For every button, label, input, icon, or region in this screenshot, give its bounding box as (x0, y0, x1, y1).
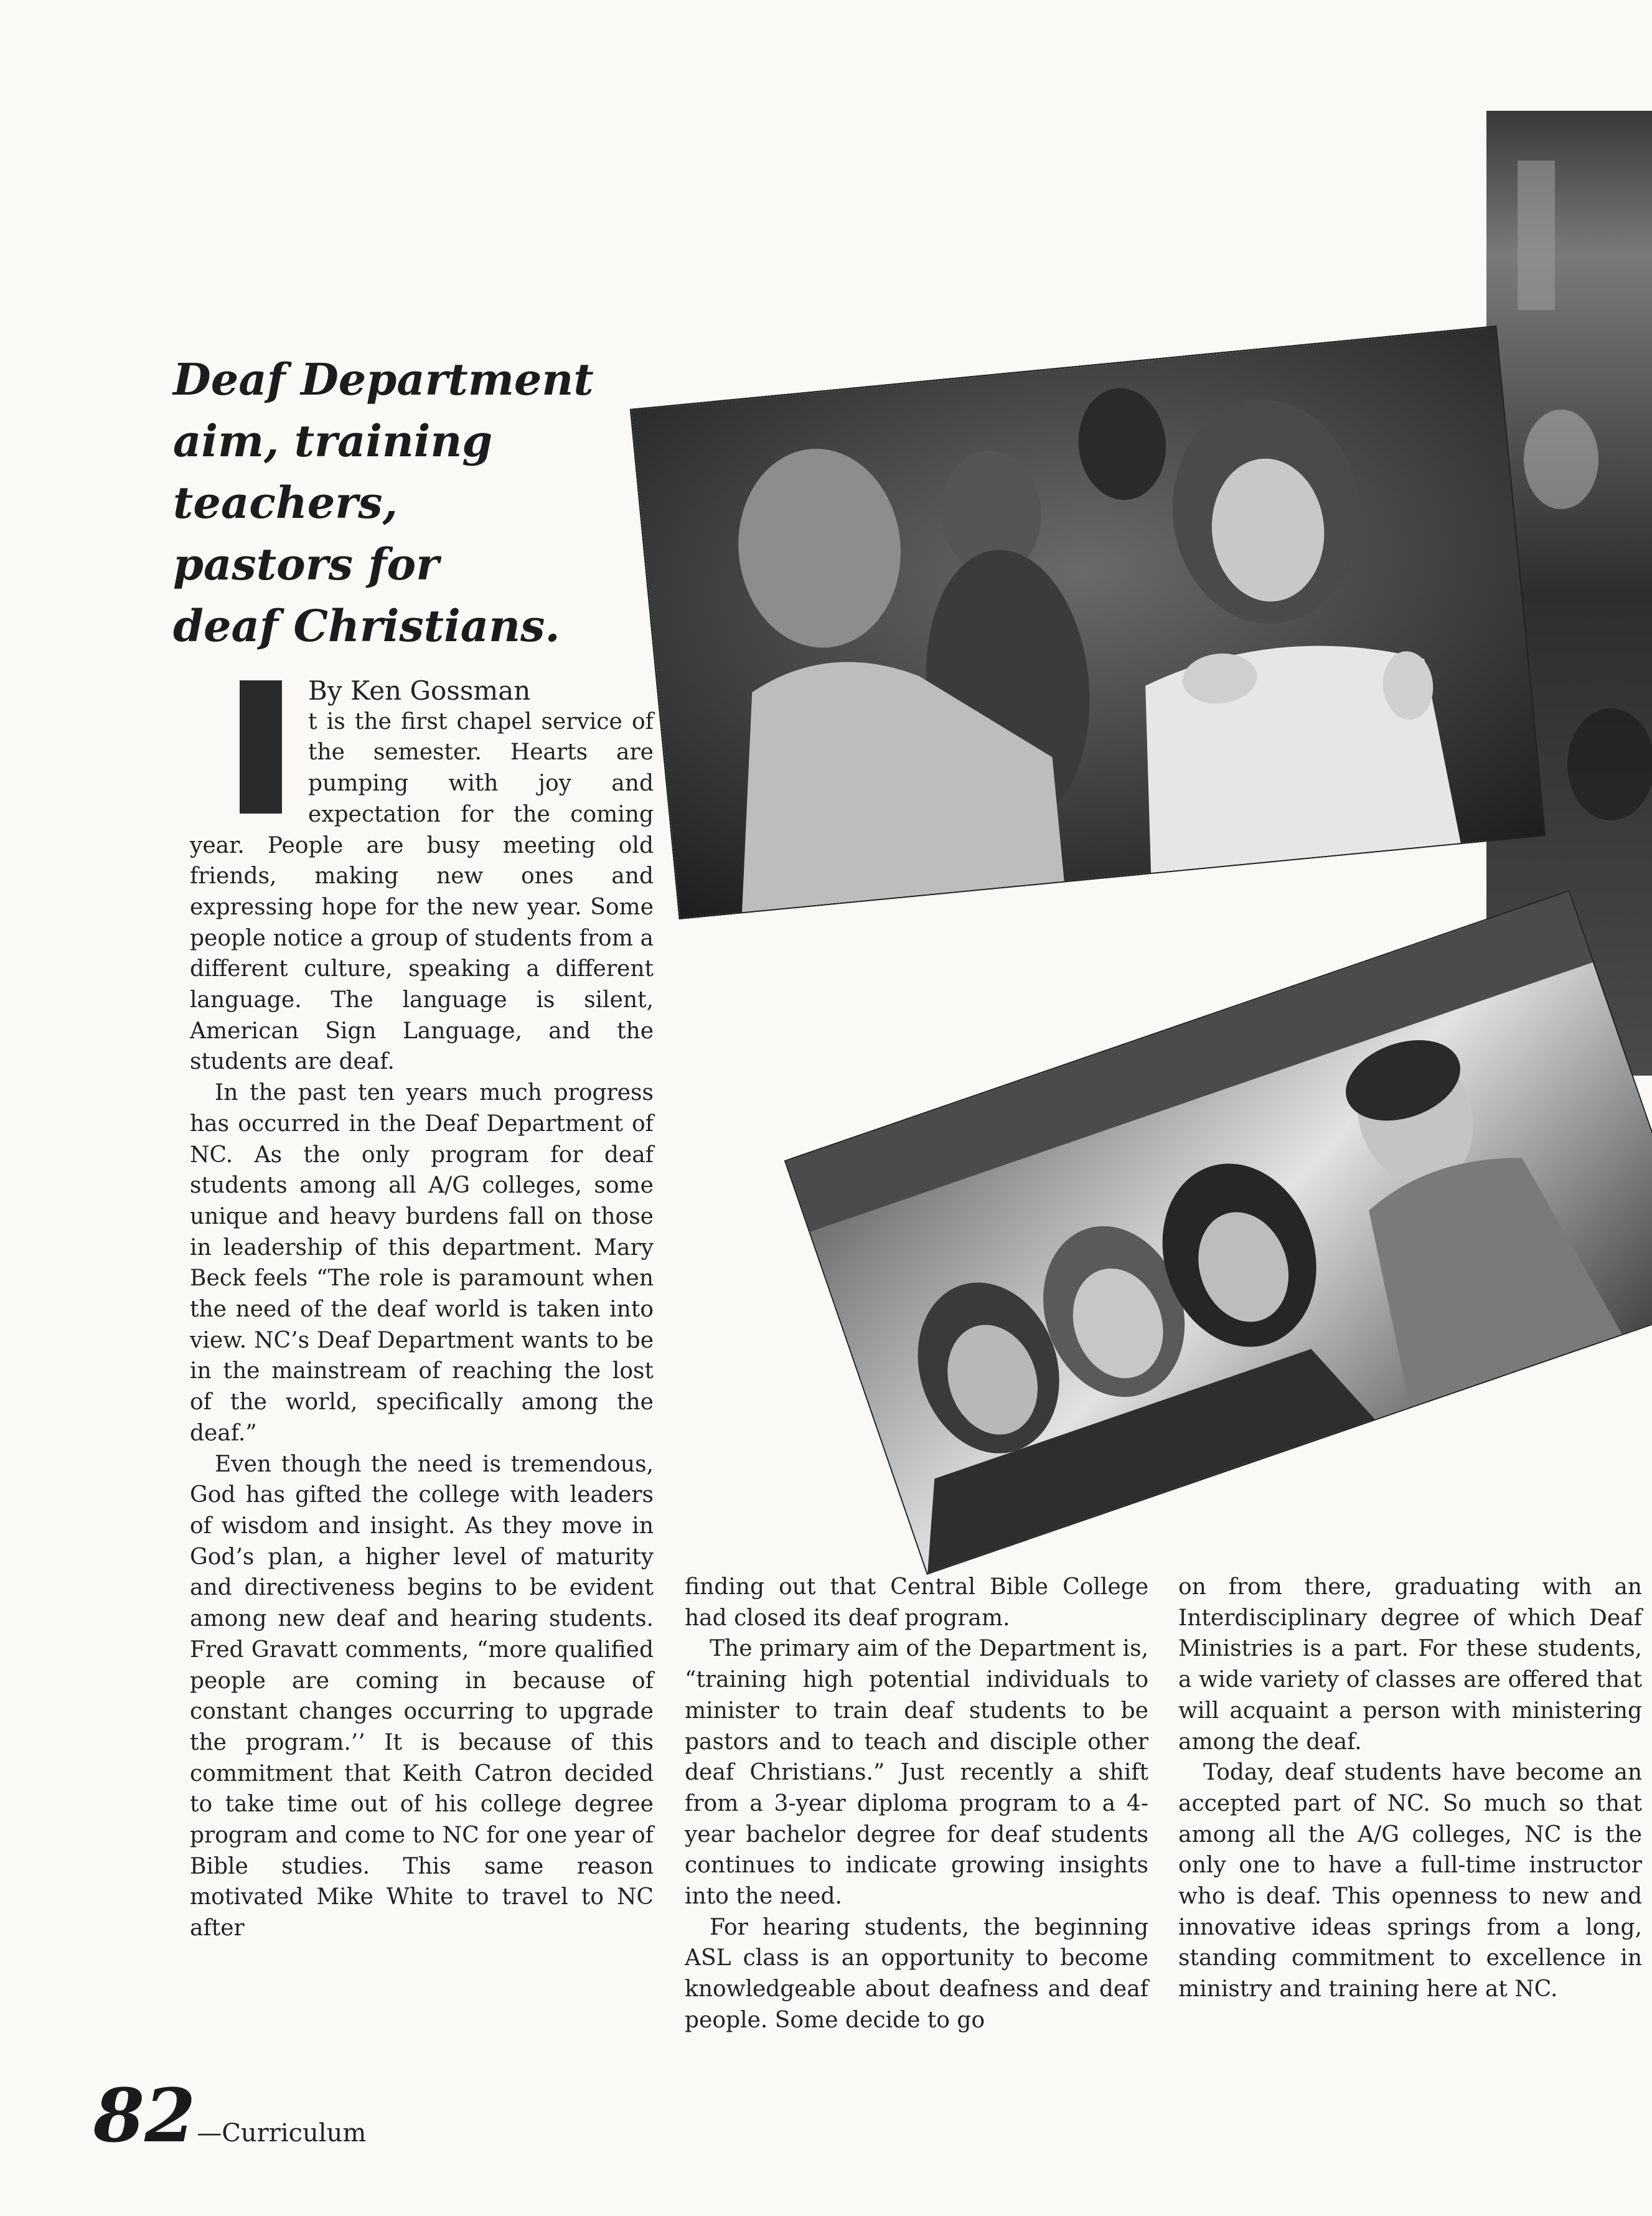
paragraph-2: In the past ten years much progress has occurred in the Deaf Department of NC. As the only program for deaf students among all A/G colleges, some unique and heavy burdens fall on those in leadership of this department. Mary Beck feels “The role is paramount when the need of the deaf world is taken into view. NC’s Deaf Department wants to be in the mainstream of reaching the lost of the world, specifically among the deaf.” (190, 1080, 654, 1446)
headline-line-3: teachers, (173, 477, 398, 528)
lead-text: t is the first chapel service of the semester. Hearts are pumping with joy and expectation for the coming year. People are busy meeting old friends, making new ones and expressing hope for the new year. Some people notice a group of students from a different culture, speaking a different language. The language is silent, American Sign Language, and the students are deaf. (190, 708, 654, 1075)
headline (173, 349, 621, 657)
photo-chapel-crowd (786, 892, 1652, 1574)
article-column-1 (190, 675, 654, 1944)
page-number: 82 (93, 2072, 196, 2159)
headline-line-4: pastors for (173, 538, 439, 590)
paragraph-4: The primary aim of the Department is, “training high potential individuals to minister to train deaf students to be pastors and to teach and disciple other deaf Christians.” Just recently a shift from a 3-year diploma program to a 4-year bachelor degree for deaf students continues to indicate growing insights into the need. (685, 1636, 1148, 1910)
photo-signing-students (631, 327, 1544, 918)
page-folio (93, 2072, 367, 2159)
drop-cap (240, 680, 282, 814)
headline-line-5: deaf Christians. (173, 600, 560, 652)
article-column-3 (1178, 1572, 1642, 2005)
article-column-2 (685, 1572, 1148, 2036)
paragraph-6: Today, deaf students have become an accepted part of NC. So much so that among all the A/G colleges, NC is the only one to have a full-time instructor who is deaf. This openness to new and innovative ideas springs from a long, standing commitment to excellence in ministry and training here at NC. (1178, 1760, 1642, 2002)
byline: By Ken Gossman (308, 675, 531, 706)
headline-line-1: Deaf Department (173, 354, 594, 405)
headline-line-2: aim, training (173, 415, 493, 467)
paragraph-5: For hearing students, the beginning ASL class is an opportunity to become knowledgeable about deafness and deaf people. Some decide to go (685, 1914, 1148, 2033)
section-label: —Curriculum (197, 2119, 367, 2148)
paragraph-5-continued: on from there, graduating with an Interdisciplinary degree of which Deaf Ministries is a part. For these students, a wide variety of classes are offered that will acquaint a person with ministering among the deaf. (1178, 1574, 1642, 1755)
paragraph-3-continued: finding out that Central Bible College had closed its deaf program. (685, 1574, 1148, 1631)
paragraph-3: Even though the need is tremendous, God has gifted the college with leaders of wisdom and insight. As they move in God’s plan, a higher level of maturity and directiveness begins to be evident among new deaf and hearing students. Fred Gravatt comments, “more qualified people are coming in because of constant changes occurring to upgrade the program.’’ It is because of this commitment that Keith Catron decided to take time out of his college degree program and come to NC for one year of Bible studies. This same reason motivated Mike White to travel to NC after (190, 1451, 654, 1941)
